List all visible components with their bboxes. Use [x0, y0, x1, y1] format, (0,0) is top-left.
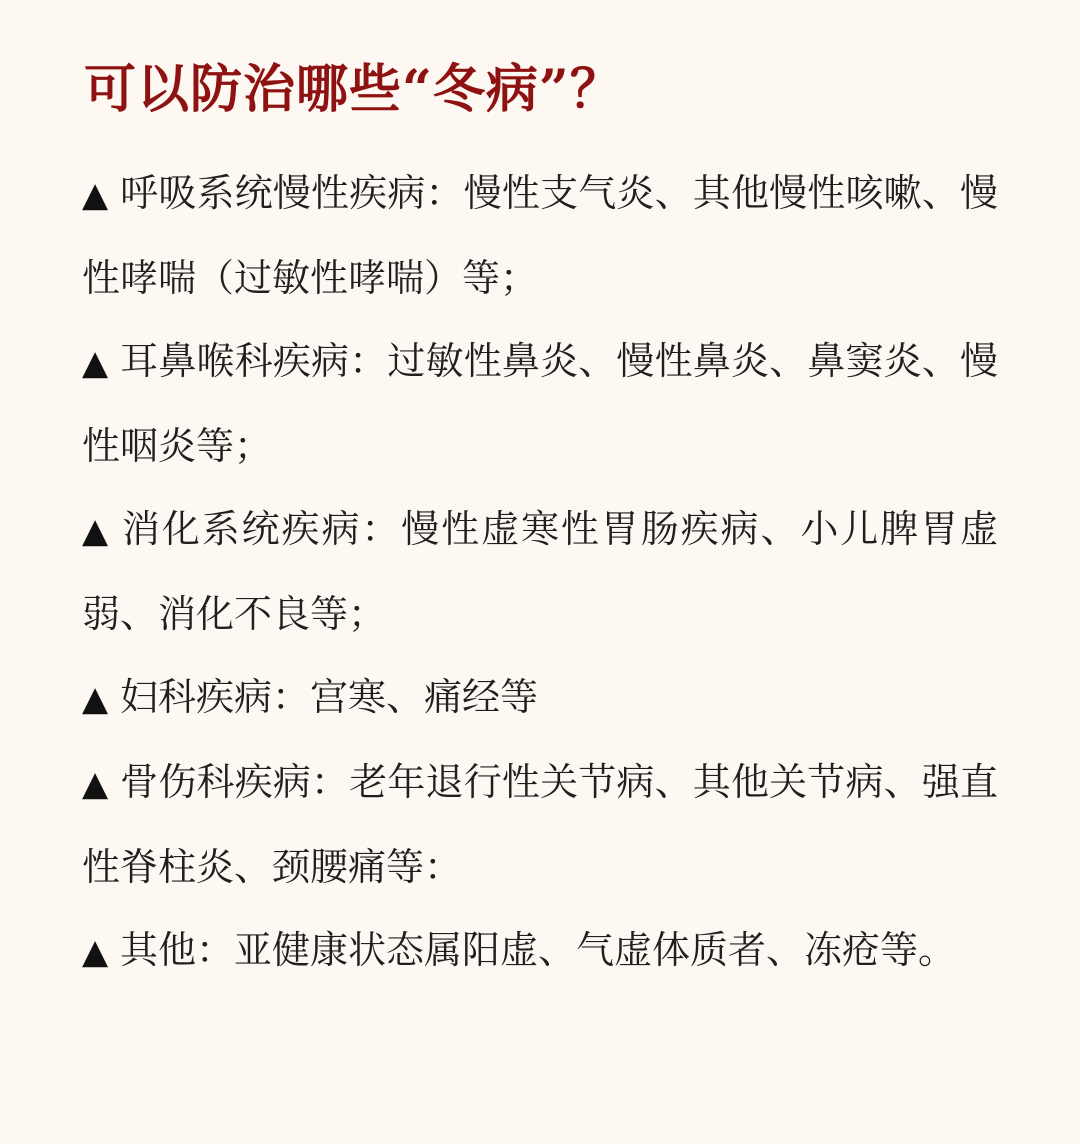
list-item-orthopedics	[82, 741, 998, 909]
triangle-marker-icon: ▲	[82, 932, 109, 972]
list-item-respiratory	[82, 152, 998, 320]
list-item-text: 骨伤科疾病：老年退行性关节病、其他关节病、强直性脊柱炎、颈腰痛等：	[82, 760, 998, 889]
list-item-text: 妇科疾病：宫寒、痛经等	[120, 675, 539, 719]
triangle-marker-icon: ▲	[82, 175, 109, 215]
list-item-text: 消化系统疾病：慢性虚寒性胃肠疾病、小儿脾胃虚弱、消化不良等；	[82, 507, 998, 636]
list-item-gynecology	[82, 656, 998, 741]
disease-list	[82, 152, 998, 994]
triangle-marker-icon: ▲	[82, 511, 109, 551]
list-item-text: 耳鼻喉科疾病：过敏性鼻炎、慢性鼻炎、鼻窦炎、慢性咽炎等；	[82, 339, 998, 468]
list-item-text: 呼吸系统慢性疾病：慢性支气炎、其他慢性咳嗽、慢性哮喘（过敏性哮喘）等；	[82, 171, 998, 300]
triangle-marker-icon: ▲	[82, 343, 109, 383]
triangle-marker-icon: ▲	[82, 764, 109, 804]
list-item-digestive	[82, 488, 998, 656]
triangle-marker-icon: ▲	[82, 679, 109, 719]
list-item-text: 其他：亚健康状态属阳虚、气虚体质者、冻疮等。	[120, 928, 957, 972]
list-item-ent	[82, 320, 998, 488]
list-item-other	[82, 909, 998, 994]
page-title: 可以防治哪些“冬病”？	[84, 59, 623, 120]
